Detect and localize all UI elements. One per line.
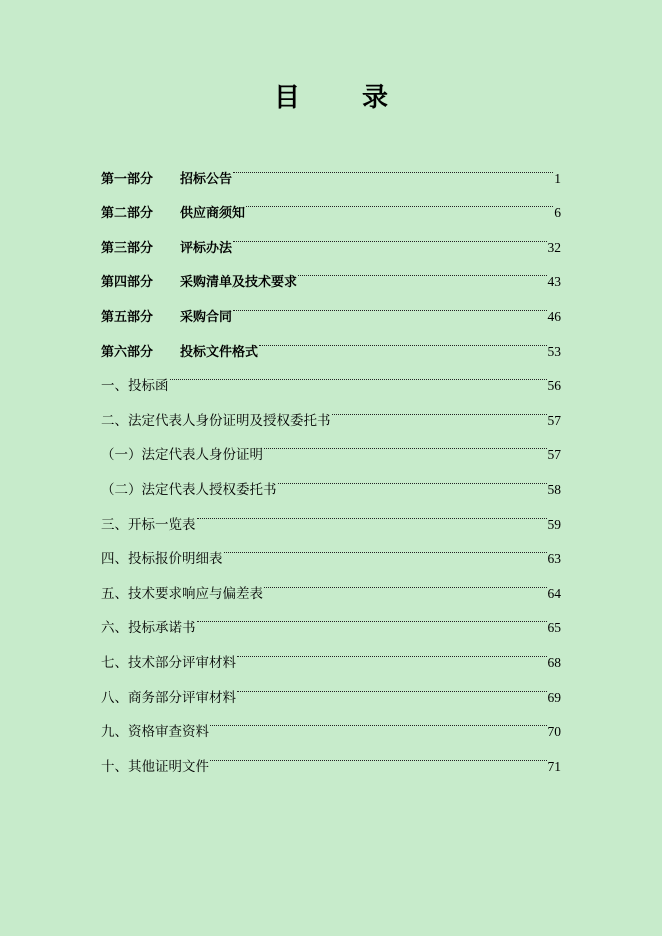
toc-dot-leader: [278, 459, 547, 494]
toc-page-number: 6: [554, 205, 561, 221]
toc-part-number: 第六部分: [101, 344, 154, 360]
toc-dot-leader: [332, 390, 547, 425]
toc-entry-label: 五、技术要求响应与偏差表: [101, 585, 263, 602]
toc-dot-leader: [237, 632, 547, 667]
toc-part-title: 评标办法: [180, 240, 233, 256]
toc-dot-leader: [233, 148, 553, 183]
toc-dot-leader: [298, 252, 546, 287]
title-char-1: 目: [273, 83, 300, 113]
toc-entry[interactable]: [101, 390, 561, 429]
toc-page-number: 63: [547, 551, 561, 567]
toc-part-title: 投标文件格式: [180, 344, 259, 360]
toc-entry-label: 六、投标承诺书: [101, 620, 196, 637]
toc-part-number: 第五部分: [101, 309, 154, 325]
toc-part-number: 第二部分: [101, 206, 154, 222]
toc-page-number: 57: [547, 412, 561, 428]
toc-entry-label: （二）法定代表人授权委托书: [101, 481, 277, 498]
toc-entry-label: [101, 301, 232, 336]
toc-entry-part-1[interactable]: [101, 148, 561, 187]
toc-page-number: 71: [547, 758, 561, 774]
toc-dot-leader: [197, 494, 547, 529]
table-of-contents: [101, 148, 561, 775]
toc-entry-label: 十、其他证明文件: [101, 758, 209, 775]
toc-page-number: 32: [547, 239, 561, 255]
toc-part-number: 第四部分: [101, 275, 154, 291]
toc-dot-leader: [224, 529, 547, 564]
toc-dot-leader: [197, 598, 547, 633]
page-title: [0, 82, 662, 114]
toc-page-number: 59: [547, 516, 561, 532]
toc-entry[interactable]: [101, 356, 561, 395]
toc-page-number: 57: [547, 447, 561, 463]
toc-entry-label: 三、开标一览表: [101, 516, 196, 533]
toc-part-title: 采购清单及技术要求: [180, 275, 298, 291]
toc-dot-leader: [210, 702, 547, 737]
toc-dot-leader: [264, 425, 547, 460]
toc-dot-leader: [246, 183, 553, 218]
toc-dot-leader: [170, 356, 547, 391]
toc-entry-label: 八、商务部分评审材料: [101, 689, 236, 706]
toc-page-number: 1: [554, 170, 561, 186]
toc-page-number: 43: [547, 274, 561, 290]
toc-dot-leader: [264, 563, 547, 598]
toc-entry-label: 一、投标函: [101, 378, 169, 395]
toc-entry-label: （一）法定代表人身份证明: [101, 447, 263, 464]
toc-entry-label: 七、技术部分评审材料: [101, 654, 236, 671]
toc-entry-label: 四、投标报价明细表: [101, 551, 223, 568]
toc-dot-leader: [259, 321, 546, 356]
toc-dot-leader: [210, 736, 547, 771]
toc-dot-leader: [237, 667, 547, 702]
toc-page-number: 65: [547, 620, 561, 636]
toc-entry-label: 二、法定代表人身份证明及授权委托书: [101, 412, 331, 429]
toc-page-number: 69: [547, 689, 561, 705]
title-char-2: 录: [362, 83, 389, 113]
toc-entry-label: [101, 163, 232, 198]
toc-part-title: 供应商须知: [180, 206, 246, 222]
toc-part-title: 采购合同: [180, 309, 233, 325]
toc-page-number: 70: [547, 724, 561, 740]
toc-entry-label: [101, 232, 232, 267]
toc-part-number: 第一部分: [101, 171, 154, 187]
toc-part-title: 招标公告: [180, 171, 233, 187]
toc-page-number: 56: [547, 378, 561, 394]
toc-page-number: 46: [547, 308, 561, 324]
toc-dot-leader: [233, 217, 546, 252]
toc-page-number: 53: [547, 343, 561, 359]
toc-part-number: 第三部分: [101, 240, 154, 256]
toc-page-number: 64: [547, 585, 561, 601]
toc-dot-leader: [233, 286, 546, 321]
toc-page-number: 58: [547, 481, 561, 497]
toc-entry-label: [101, 197, 245, 232]
toc-page-number: 68: [547, 654, 561, 670]
toc-entry-label: 九、资格审查资料: [101, 724, 209, 741]
